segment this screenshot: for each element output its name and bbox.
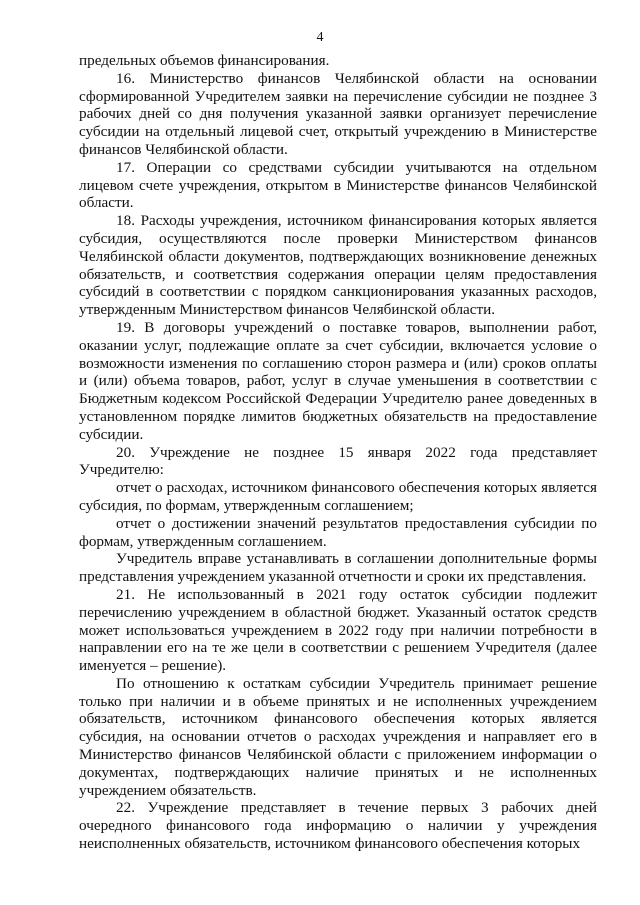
paragraph-21: 21. Не использованный в 2021 году остаток субсидии подлежит перечислению учреждением в областной бюджет. Указанный остаток средств может использоваться учреждением в 2022 году при наличии потребности в направлении его на те же цели в соответствии с решением Учредителя (далее именуется – решение).	[79, 585, 597, 675]
paragraph-continuation: предельных объемов финансирования.	[79, 52, 330, 69]
page-number: 4	[316, 30, 324, 45]
paragraph-17: 17. Операции со средствами субсидии учитываются на отдельном лицевом счете учреждения, открытом в Министерстве финансов Челябинской области.	[79, 158, 597, 212]
paragraph-22: 22. Учреждение представляет в течение первых 3 рабочих дней очередного финансового года информацию о наличии у учреждения неисполненных обязательств, источником финансового обеспечения которых	[79, 799, 597, 853]
paragraph-20-expense-report: отчет о расходах, источником финансового обеспечения которых является субсидия, по формам, утвержденным соглашением;	[79, 479, 597, 514]
paragraph-20-results-report: отчет о достижении значений результатов предоставления субсидии по формам, утвержденным соглашением.	[79, 514, 597, 550]
paragraph-21-balances: По отношению к остаткам субсидии Учредитель принимает решение только при наличии и в объеме принятых и не исполненных учреждением обязательств, источником финансового обеспечения которых является субсидия, на основании отчетов о расходах учреждения и направляет его в Министерство финансов Челябинской области с приложением информации о документах, подтверждающих наличие принятых и не исполненных учреждением обязательств.	[79, 674, 597, 799]
paragraph-20: 20. Учреждение не позднее 15 января 2022 года представляет Учредителю:	[79, 443, 597, 479]
paragraph-19: 19. В договоры учреждений о поставке товаров, выполнении работ, оказании услуг, подлежащие оплате за счет субсидии, включается условие о возможности изменения по соглашению сторон размера и (или) сроков оплаты и (или) объема товаров, работ, услуг в случае уменьшения в соответствии с Бюджетным кодексом Российской Федерации Учредителю ранее доведенных в установленном порядке лимитов бюджетных обязательств на предоставление субсидии.	[79, 318, 597, 443]
paragraph-16: 16. Министерство финансов Челябинской области на основании сформированной Учредителем заявки на перечисление субсидии не позднее 3 рабочих дней со дня получения указанной заявки организует перечисление субсидии на отдельный лицевой счет, открытый учреждению в Министерстве финансов Челябинской области.	[79, 69, 597, 158]
paragraph-18: 18. Расходы учреждения, источником финансирования которых является субсидия, осуществляются после проверки Министерством финансов Челябинской области документов, подтверждающих возникновение денежных обязательств, и соответствия содержания операции целям предоставления субсидий в соответствии с порядком санкционирования указанных расходов, утвержденным Министерством финансов Челябинской области.	[79, 212, 597, 319]
paragraph-20-additional-forms: Учредитель вправе устанавливать в соглашении дополнительные формы представления учреждением указанной отчетности и сроки их представления.	[79, 550, 597, 586]
document-body	[79, 52, 597, 853]
